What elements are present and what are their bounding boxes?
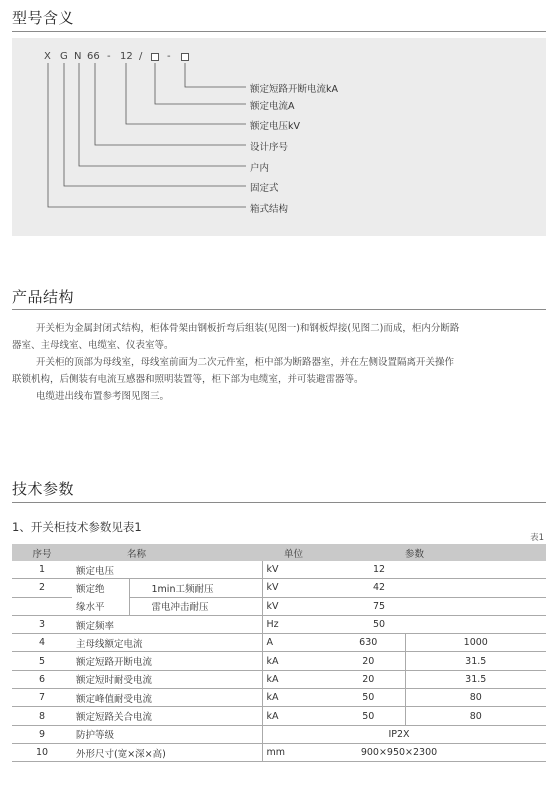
model-number-12: 12 — [120, 51, 133, 62]
cell-value-1000: 31.5 — [405, 652, 546, 670]
cell-name: 额定短时耐受电流 — [72, 670, 262, 688]
legend-indoor: 户内 — [250, 163, 270, 174]
model-letter-x: X — [44, 51, 51, 62]
legend-fixed: 固定式 — [250, 183, 279, 194]
cell-no: 1 — [12, 561, 72, 579]
cell-name: 额定绝 — [76, 584, 105, 596]
cell-name: 缘水平 — [72, 597, 129, 615]
cell-name: 额定频率 — [72, 615, 262, 633]
cell-name: 额定电压 — [72, 561, 262, 579]
cell-value: 50 — [332, 615, 546, 633]
cell-value-630: 630 — [332, 634, 405, 652]
cell-name: 额定短路关合电流 — [72, 707, 262, 725]
header-name: 名称 — [72, 544, 262, 561]
cell-value-630: 20 — [332, 652, 405, 670]
cell-name: 主母线额定电流 — [72, 634, 262, 652]
structure-line: 联锁机构，后侧装有电流互感器和照明装置等，柜下部为电缆室，并可装避雷器等。 — [12, 374, 364, 385]
cell-no: 5 — [12, 652, 72, 670]
structure-line: 开关柜为金属封闭式结构，柜体骨架由钢板折弯后组装(见图一)和钢板焊接(见图二)而成，柜内分断路 — [36, 323, 460, 334]
table-row — [12, 725, 546, 743]
section-title-model: 型号含义 — [12, 9, 75, 27]
cell-no: 8 — [12, 707, 72, 725]
structure-line: 开关柜的顶部为母线室，母线室前面为二次元件室，柜中部为断路器室，并在左侧设置隔离开关操作 — [36, 357, 455, 368]
legend-rated-current: 额定电流A — [250, 101, 295, 112]
cell-name: 额定短路开断电流 — [72, 652, 262, 670]
structure-line: 电缆进出线布置参考图见图三。 — [36, 391, 170, 402]
cell-unit: kA — [262, 689, 332, 707]
section-divider — [12, 309, 546, 310]
model-letter-n: N — [74, 51, 82, 62]
cell-unit: kA — [262, 707, 332, 725]
legend-rated-voltage: 额定电压kV — [250, 121, 301, 132]
legend-breaking-current: 额定短路开断电流kA — [250, 84, 339, 95]
cell-unit: kA — [262, 652, 332, 670]
cell-value-1000: 80 — [405, 707, 546, 725]
cell-subname: 雷电冲击耐压 — [129, 597, 262, 615]
section-divider — [12, 502, 546, 503]
cell-unit: kV — [262, 561, 332, 579]
table-row — [12, 707, 546, 725]
cell-unit: kV — [262, 579, 332, 597]
params-table — [12, 544, 546, 762]
cell-value-630: 50 — [332, 707, 405, 725]
cell-no — [12, 597, 72, 615]
table-row — [12, 579, 546, 597]
cell-value-630: 20 — [332, 670, 405, 688]
cell-value: 75 — [332, 597, 546, 615]
table-number: 表1 — [530, 533, 544, 543]
cell-unit: Hz — [262, 615, 332, 633]
cell-name: 额定峰值耐受电流 — [72, 689, 262, 707]
table-row — [12, 670, 546, 688]
cell-name: 外形尺寸(宽×深×高) — [72, 743, 262, 761]
table-row — [12, 689, 546, 707]
cell-value: 12 — [332, 561, 546, 579]
cell-value: IP2X — [332, 725, 546, 743]
table-row — [12, 615, 546, 633]
model-dash: - — [107, 51, 111, 62]
section-title-structure: 产品结构 — [12, 288, 75, 306]
cell-unit: A — [262, 634, 332, 652]
model-slash: / — [139, 51, 143, 62]
cell-unit: kV — [262, 597, 332, 615]
model-letter-g: G — [60, 51, 68, 62]
cell-no: 9 — [12, 725, 72, 743]
structure-paragraph — [12, 320, 546, 405]
cell-value-1000: 1000 — [405, 634, 546, 652]
model-number-66: 66 — [87, 51, 100, 62]
model-dash: - — [167, 51, 171, 62]
header-unit: 单位 — [262, 544, 405, 561]
cell-no: 2 — [12, 579, 72, 597]
table-row — [12, 743, 546, 761]
table-row — [12, 652, 546, 670]
legend-box-structure: 箱式结构 — [250, 204, 289, 215]
header-param: 参数 — [405, 544, 546, 561]
table-row — [12, 597, 546, 615]
section-title-params: 技术参数 — [12, 480, 75, 498]
structure-line: 器室、主母线室、电缆室、仪表室等。 — [12, 340, 174, 351]
cell-no: 3 — [12, 615, 72, 633]
cell-value-1000: 31.5 — [405, 670, 546, 688]
cell-name: 防护等级 — [72, 725, 262, 743]
cell-unit: mm — [262, 743, 332, 761]
cell-value-1000: 80 — [405, 689, 546, 707]
cell-no: 7 — [12, 689, 72, 707]
cell-subname: 1min工频耐压 — [129, 579, 262, 597]
table-row — [12, 634, 546, 652]
table-header-row — [12, 544, 546, 561]
cell-unit: kA — [262, 670, 332, 688]
cell-value: 42 — [332, 579, 546, 597]
cell-value: 900×950×2300 — [332, 743, 546, 761]
cell-no: 6 — [12, 670, 72, 688]
cell-unit — [262, 725, 332, 743]
cell-no: 4 — [12, 634, 72, 652]
cell-value-630: 50 — [332, 689, 405, 707]
header-no: 序号 — [12, 544, 72, 561]
legend-design-number: 设计序号 — [250, 142, 289, 153]
cell-no: 10 — [12, 743, 72, 761]
params-subtitle: 1、开关柜技术参数见表1 — [12, 520, 142, 534]
table-row — [12, 561, 546, 579]
